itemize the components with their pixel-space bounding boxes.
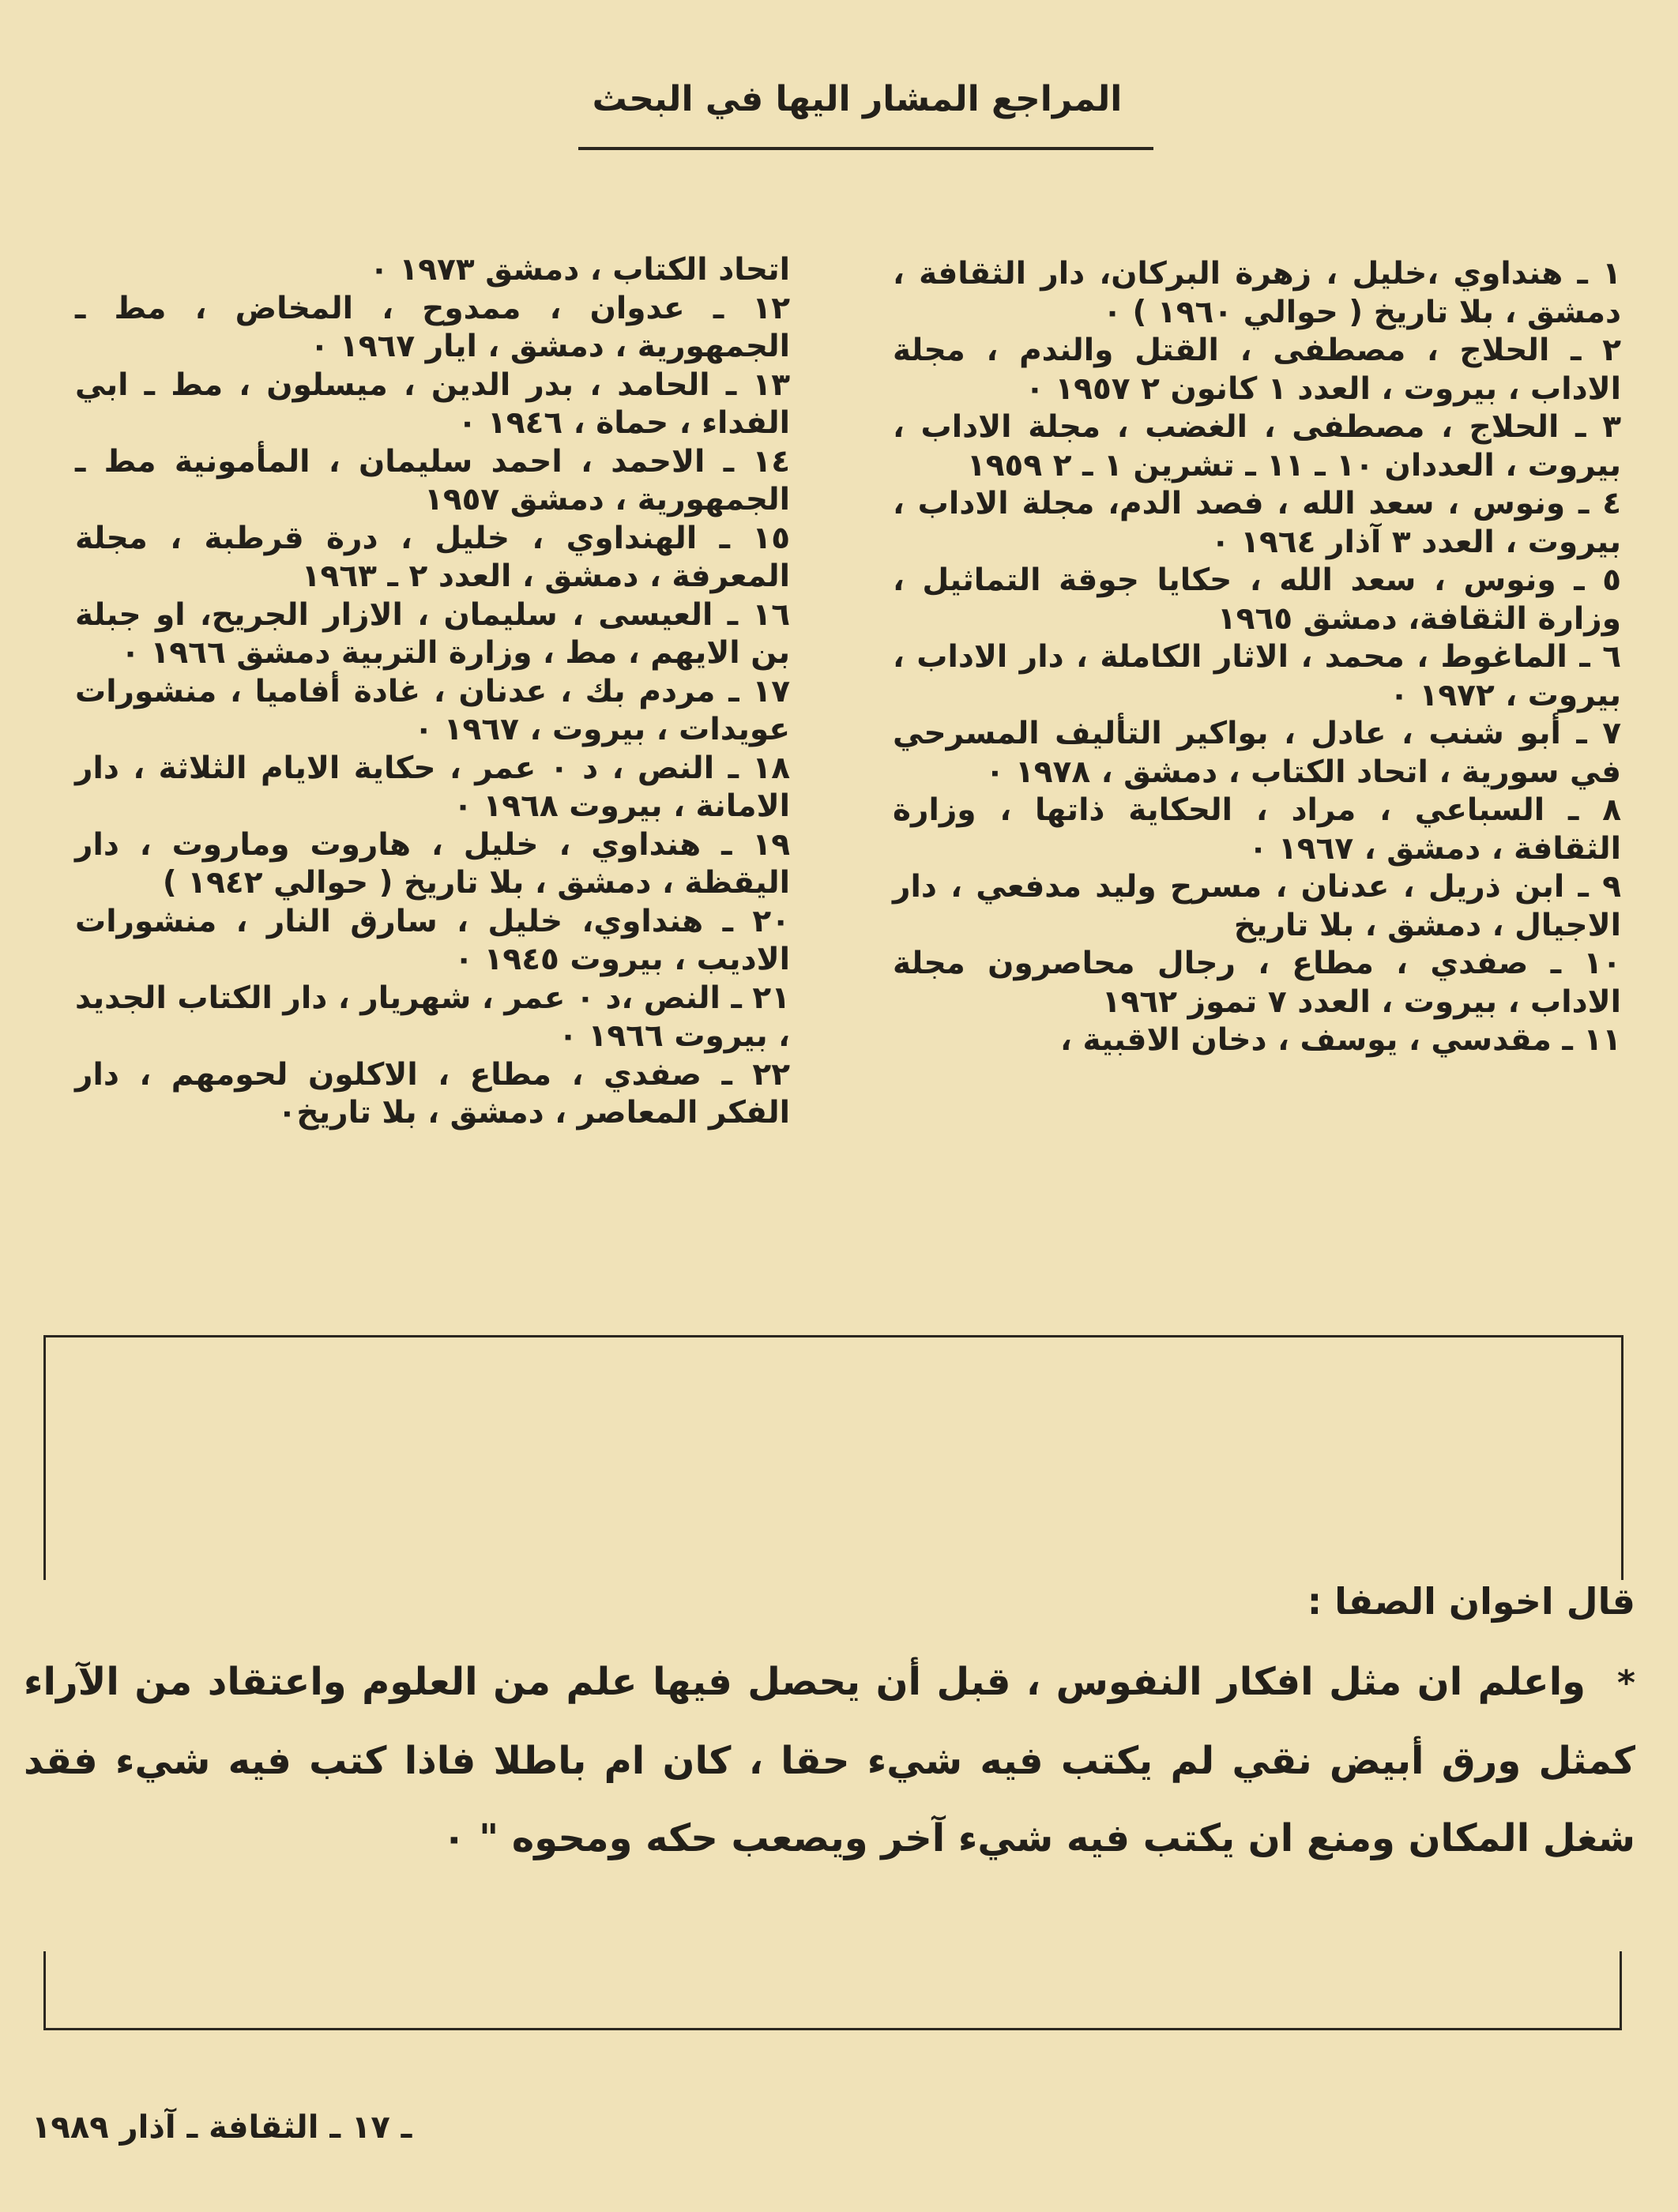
- asterisk-icon: *: [1616, 1663, 1635, 1703]
- reference-item: ٢ ـ الحلاج ، مصطفى ، القتل والندم ، مجلة الاداب ، بيروت ، العدد ١ كانون ٢ ١٩٥٧ ٠: [893, 333, 1621, 407]
- reference-item: ١١ ـ مقدسي ، يوسف ، دخان الاقبية ،: [1060, 1022, 1621, 1058]
- reference-item: ١٨ ـ النص ، د ٠ عمر ، حكاية الايام الثلاثة ، دار الامانة ، بيروت ١٩٦٨ ٠: [75, 750, 790, 824]
- reference-item: ٢٠ ـ هنداوي، خليل ، سارق النار ، منشورات الاديب ، بيروت ١٩٤٥ ٠: [75, 903, 790, 977]
- reference-item: ٦ ـ الماغوط ، محمد ، الاثار الكاملة ، دار الاداب ، بيروت ، ١٩٧٢ ٠: [893, 639, 1621, 713]
- reference-item: ١٣ ـ الحامد ، بدر الدين ، ميسلون ، مط ـ ابي الفداء ، حماة ، ١٩٤٦ ٠: [75, 367, 790, 441]
- reference-item: ٥ ـ ونوس ، سعد الله ، حكايا جوقة التماثيل ، وزارة الثقافة، دمشق ١٩٦٥: [893, 562, 1621, 637]
- reference-item: ١٥ ـ الهنداوي ، خليل ، درة قرطبة ، مجلة المعرفة ، دمشق ، العدد ٢ ـ ١٩٦٣: [75, 520, 790, 594]
- reference-item: ١٦ ـ العيسى ، سليمان ، الازار الجريح، او جبلة بن الايهم ، مط ، وزارة التربية دمشق ١٩٦٦ ٠: [75, 596, 790, 671]
- reference-item: ٨ ـ السباعي ، مراد ، الحكاية ذاتها ، وزارة الثقافة ، دمشق ، ١٩٦٧ ٠: [893, 792, 1621, 867]
- references-right-column: [893, 255, 1621, 1060]
- quote-frame-right-edge: [1620, 1951, 1622, 2030]
- reference-item: ١٧ ـ مردم بك ، عدنان ، غادة أفاميا ، منشورات عويدات ، بيروت ، ١٩٦٧ ٠: [75, 673, 790, 747]
- reference-item: ١٢ ـ عدوان ، ممدوح ، المخاض ، مط ـ الجمهورية ، دمشق ، ايار ١٩٦٧ ٠: [75, 290, 790, 364]
- quote-text: واعلم ان مثل افكار النفوس ، قبل أن يحصل فيها علم من العلوم واعتقاد من الآراء كمثل ورق أبيض نقي لم يكتب فيه شيء حقا ، كان ام باطلا فاذا كتب فيه شيء فقد شغل المكان ومنع ان يكتب فيه شيء آخر ويصعب حكه ومحوه " ٠: [24, 1660, 1635, 1860]
- reference-item: ١ ـ هنداوي ،خليل ، زهرة البركان، دار الثقافة ، دمشق ، بلا تاريخ ( حوالي ١٩٦٠ ) ٠: [893, 256, 1621, 330]
- page-footer: ـ ١٧ ـ الثقافة ـ آذار ١٩٨٩: [32, 2109, 412, 2146]
- quote-frame-bottom: [43, 2028, 1622, 2030]
- reference-item: ٩ ـ ابن ذريل ، عدنان ، مسرح وليد مدفعي ، دار الاجيال ، دمشق ، بلا تاريخ: [893, 869, 1621, 943]
- reference-item: ١٩ ـ هنداوي ، خليل ، هاروت وماروت ، دار اليقظة ، دمشق ، بلا تاريخ ( حوالي ١٩٤٢ ): [75, 826, 790, 901]
- page-title: المراجع المشار اليها في البحث: [592, 79, 1123, 119]
- quote-frame-left-edge: [43, 1951, 46, 2030]
- references-left-column: [75, 251, 790, 1133]
- reference-item: ٢٢ ـ صفدي ، مطاع ، الاكلون لحومهم ، دار الفكر المعاصر ، دمشق ، بلا تاريخ٠: [75, 1056, 790, 1130]
- reference-item: ١٠ ـ صفدي ، مطاع ، رجال محاصرون مجلة الاداب ، بيروت ، العدد ٧ تموز ١٩٦٢: [893, 946, 1621, 1020]
- reference-item: ١٤ ـ الاحمد ، احمد سليمان ، المأمونية مط ـ الجمهورية ، دمشق ١٩٥٧: [75, 443, 790, 517]
- quote-frame-top: [43, 1335, 1623, 1580]
- reference-item: ٢١ ـ النص ،د ٠ عمر ، شهريار ، دار الكتاب الجديد ، بيروت ١٩٦٦ ٠: [75, 980, 791, 1054]
- quote-body: [24, 1643, 1635, 1877]
- reference-item: ٣ ـ الحلاج ، مصطفى ، الغضب ، مجلة الاداب ، بيروت ، العددان ١٠ ـ ١١ ـ تشرين ١ ـ ٢ ١٩٥٩: [893, 409, 1621, 483]
- title-underline: [578, 147, 1153, 150]
- quote-heading: قال اخوان الصفا :: [1307, 1580, 1635, 1623]
- reference-item: ٧ ـ أبو شنب ، عادل ، بواكير التأليف المسرحي في سورية ، اتحاد الكتاب ، دمشق ، ١٩٧٨ ٠: [893, 716, 1621, 790]
- reference-item: اتحاد الكتاب ، دمشق ١٩٧٣ ٠: [370, 252, 790, 288]
- reference-item: ٤ ـ ونوس ، سعد الله ، فصد الدم، مجلة الاداب ، بيروت ، العدد ٣ آذار ١٩٦٤ ٠: [893, 486, 1621, 560]
